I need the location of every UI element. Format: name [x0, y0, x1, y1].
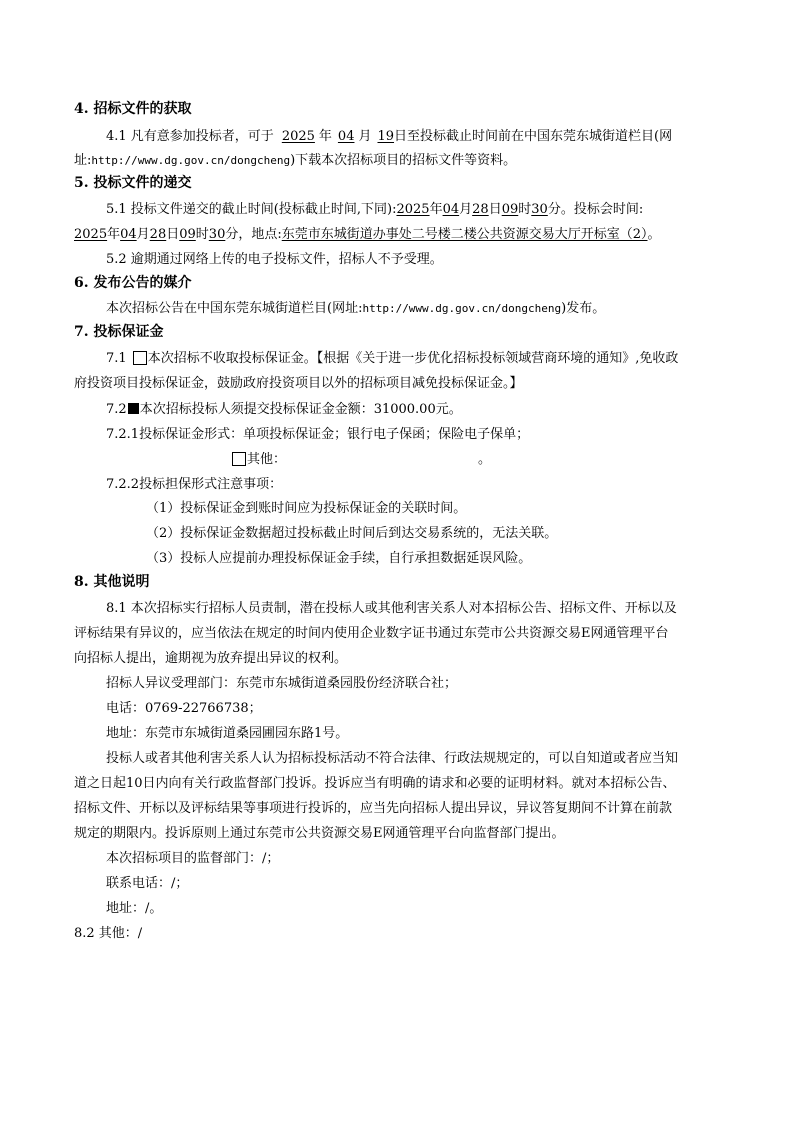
s7-2-1-line: 7.2.1投标保证金形式：单项投标保证金；银行电子保函；保险电子保单； [106, 427, 530, 442]
objection-dept: 招标人异议受理部门：东莞市东城街道桑园股份经济联合社； [106, 676, 458, 691]
section-6-heading: 6. 发布公告的媒介 [74, 275, 192, 291]
s8-1-line: 8.1 本次招标实行招标人员责制，潜在投标人或其他利害关系人对本招标公告、招标文件、开标以及 [106, 601, 677, 616]
complaint-line: 规定的期限内。投诉原则上通过东莞市公共资源交易E网通管理平台向监督部门提出。 [74, 826, 565, 841]
section-4-heading: 4. 招标文件的获取 [74, 101, 192, 117]
opening-location: 东莞市东城街道办事处二号楼二楼公共资源交易大厅开标室（2） [281, 227, 648, 242]
s4-para-line1: 4.1 凡有意参加投标者，可于 2025 年 04 月 19日至投标截止时间前在中国东莞东城街道栏目(网 [106, 129, 673, 144]
no-bond-checkbox [133, 351, 147, 365]
section-8-heading: 8. 其他说明 [74, 574, 150, 590]
other-checkbox [232, 452, 246, 466]
s8-1-line: 向招标人提出，逾期视为放弃提出异议的权利。 [74, 651, 348, 666]
s5-deadline-line: 5.1 投标文件递交的截止时间(投标截止时间,下同):2025年04月28日09时30分。投标会时间: [106, 202, 644, 217]
s5-opening-line: 2025年04月28日09时30分，地点:东莞市东城街道办事处二号楼二楼公共资源交易大厅开标室（2）。 [74, 227, 661, 242]
s8-2-line: 8.2 其他：/ [74, 926, 143, 941]
s5-late-submission: 5.2 逾期通过网络上传的电子投标文件，招标人不予受理。 [106, 252, 443, 267]
s8-1-line: 评标结果有异议的，应当依法在规定的时间内使用企业数字证书通过东莞市公共资源交易E网通管理平台 [74, 626, 669, 641]
section-7-heading: 7. 投标保证金 [74, 324, 164, 340]
complaint-line: 招标文件、开标以及评标结果等事项进行投诉的，应当先向招标人提出异议，异议答复期间不计算在前款 [74, 801, 673, 816]
s7-note: （2）投标保证金数据超过投标截止时间后到达交易系统的，无法关联。 [146, 526, 558, 541]
objection-phone: 电话：0769-22766738； [106, 701, 262, 716]
supervisor-address: 地址：/。 [106, 901, 163, 916]
deadline-minute: 30 [531, 202, 548, 217]
s7-2-line: 7.2 本次招标投标人须提交投标保证金金额：31000.00元。 [106, 402, 462, 417]
supervisor-phone: 联系电话：/； [106, 876, 189, 891]
s4-month: 04 [337, 129, 355, 144]
s7-note: （1）投标保证金到账时间应为投标保证金的关联时间。 [146, 501, 467, 516]
opening-year: 2025 [74, 227, 108, 242]
objection-address: 地址：东莞市东城街道桑园圃园东路1号。 [106, 726, 349, 741]
bond-required-checkbox [128, 403, 139, 414]
complaint-line: 投标人或者其他利害关系人认为招标投标活动不符合法律、行政法规规定的，可以自知道或者应当知 [106, 751, 679, 766]
s4-para-line2: 址:http://www.dg.gov.cn/dongcheng)下载本次招标项目的招标文件等资料。 [74, 153, 517, 168]
s7-1-line1: 7.1 本次招标不收取投标保证金。【根据《关于进一步优化招标投标领域营商环境的通知》,免收政 [106, 351, 679, 366]
s7-note: （3）投标人应提前办理投标保证金手续，自行承担数据延误风险。 [146, 551, 532, 566]
s4-url: http://www.dg.gov.cn/dongcheng [91, 154, 291, 167]
complaint-line: 道之日起10日内向有关行政监督部门投诉。投诉应当有明确的请求和必要的证明材料。就对本招标公告、 [74, 776, 676, 791]
deadline-month: 04 [442, 202, 460, 217]
section-5-heading: 5. 投标文件的递交 [74, 175, 192, 191]
s6-url: http://www.dg.gov.cn/dongcheng [362, 302, 562, 315]
s7-other-line: 其他： 。 [232, 451, 491, 468]
opening-hour: 09 [179, 227, 196, 242]
opening-minute: 30 [208, 227, 226, 242]
s4-year: 2025 [281, 129, 315, 144]
opening-day: 28 [149, 227, 167, 242]
deadline-hour: 09 [501, 202, 519, 217]
s7-2-2-line: 7.2.2投标担保形式注意事项： [106, 477, 283, 492]
s4-day: 19 [377, 129, 395, 144]
deadline-year: 2025 [396, 202, 430, 217]
s7-1-line2: 府投资项目投标保证金，鼓励政府投资项目以外的招标项目减免投标保证金。】 [74, 376, 523, 391]
opening-month: 04 [120, 227, 137, 242]
s6-para: 本次招标公告在中国东莞东城街道栏目(网址:http://www.dg.gov.cn/dongcheng)发布。 [106, 301, 606, 316]
supervisor-dept: 本次招标项目的监督部门：/； [106, 851, 280, 866]
deadline-day: 28 [472, 202, 489, 217]
